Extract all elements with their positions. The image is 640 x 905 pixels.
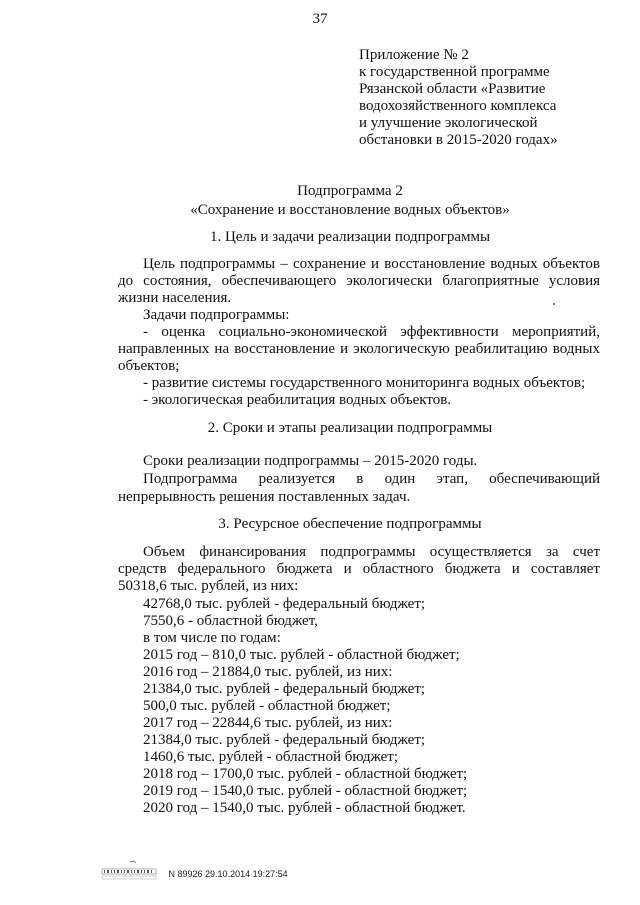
appendix-line: Приложение № 2: [359, 47, 469, 63]
appendix-line: к государственной программе: [359, 64, 550, 80]
funding-item: в том числе по годам:: [143, 630, 281, 646]
task3: - экологическая реабилитация водных объектов.: [143, 392, 452, 408]
appendix-line: обстановки в 2015-2020 годах»: [359, 132, 558, 148]
funding-item: 2018 год – 1700,0 тыс. рублей - областной бюджет;: [143, 766, 468, 782]
tasks-label: Задачи подпрограммы:: [143, 307, 290, 323]
task2: - развитие системы государственного мониторинга водных объектов;: [143, 375, 586, 391]
funding-line-2: средств федерального бюджета и областного бюджета и составляет: [118, 561, 600, 577]
appendix-block: [359, 47, 629, 149]
goal-line-1: Цель подпрограммы – сохранение и восстановление водных объектов: [143, 256, 600, 272]
goal-line-3: жизни населения.: [118, 290, 232, 306]
terms-line-2: Подпрограмма реализуется в один этап, обеспечивающий: [143, 471, 600, 487]
appendix-line: Рязанской области «Развитие: [359, 81, 546, 97]
appendix-line: водохозяйственного комплекса: [359, 98, 557, 114]
funding-item: 500,0 тыс. рублей - областной бюджет;: [143, 698, 391, 714]
funding-item: 21384,0 тыс. рублей - федеральный бюджет;: [143, 681, 426, 697]
funding-item: 42768,0 тыс. рублей - федеральный бюджет;: [143, 596, 426, 612]
goal-line-2: до состояния, обеспечивающего экологически благоприятные условия: [118, 273, 600, 289]
funding-item: 2017 год – 22844,6 тыс. рублей, из них:: [143, 715, 393, 731]
funding-item: 2020 год – 1540,0 тыс. рублей - областной бюджет.: [143, 800, 466, 816]
subprogram-name: «Сохранение и восстановление водных объектов»: [190, 202, 510, 218]
funding-line-3: 50318,6 тыс. рублей, из них:: [118, 578, 299, 594]
section3-heading: 3. Ресурсное обеспечение подпрограммы: [218, 516, 482, 532]
barcode-stamp-icon: [100, 860, 158, 888]
task1-line-2: направленных на восстановление и экологическую реабилитацию водных: [118, 341, 600, 357]
section2-heading: 2. Сроки и этапы реализации подпрограммы: [207, 420, 493, 436]
subprogram-title: Подпрограмма 2: [297, 183, 403, 199]
funding-item: 2015 год – 810,0 тыс. рублей - областной бюджет;: [143, 647, 460, 663]
funding-line-1: Объем финансирования подпрограммы осуществляется за счет: [143, 544, 600, 560]
task1-line-3: объектов;: [118, 358, 180, 374]
footer: [100, 860, 288, 888]
funding-item: 1460,6 тыс. рублей - областной бюджет;: [143, 749, 398, 765]
document-id: N 89926 29.10.2014 19:27:54: [168, 868, 288, 879]
scan-speck: [553, 303, 555, 305]
funding-item: 21384,0 тыс. рублей - федеральный бюджет;: [143, 732, 426, 748]
page-number: 37: [312, 11, 328, 27]
appendix-line: и улучшение экологической: [359, 115, 538, 131]
task1-line-1: - оценка социально-экономической эффективности мероприятий,: [143, 324, 600, 340]
funding-item: 2019 год – 1540,0 тыс. рублей - областной бюджет;: [143, 783, 468, 799]
section1-heading: 1. Цель и задачи реализации подпрограммы: [209, 229, 491, 245]
funding-item: 2016 год – 21884,0 тыс. рублей, из них:: [143, 664, 393, 680]
terms-line-3: непрерывность решения поставленных задач.: [118, 489, 411, 505]
terms-line-1: Сроки реализации подпрограммы – 2015-2020 годы.: [143, 453, 478, 469]
funding-item: 7550,6 - областной бюджет,: [143, 613, 318, 629]
